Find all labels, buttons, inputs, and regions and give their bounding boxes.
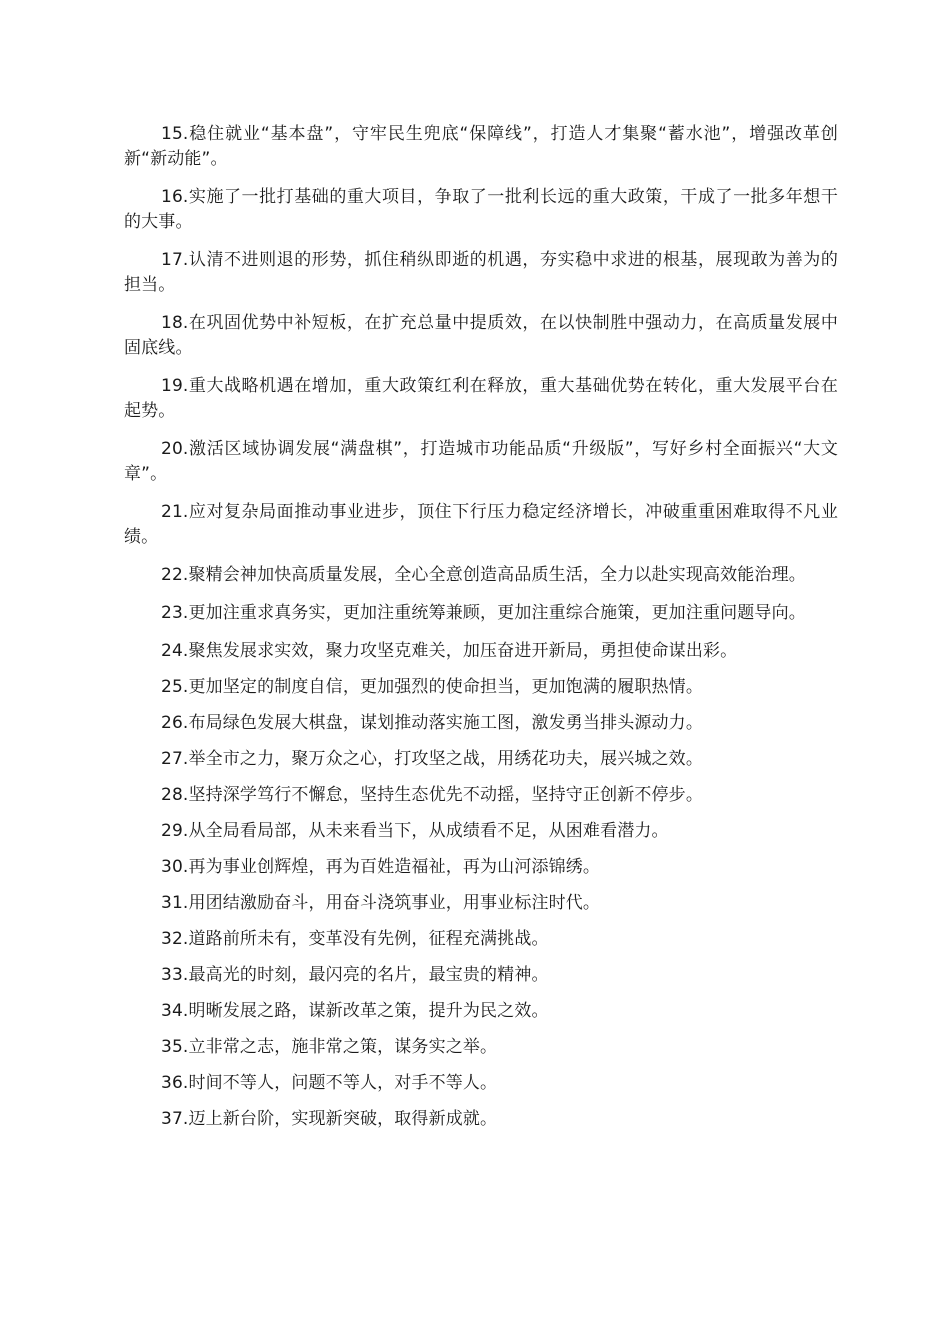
paragraph-31: 31.用团结激励奋斗，用奋斗浇筑事业，用事业标注时代。 <box>161 893 601 913</box>
paragraph-16: 16.实施了一批打基础的重大项目，争取了一批利长远的重大政策，干成了一批多年想干的大事。 <box>124 187 838 232</box>
paragraph-34: 34.明晰发展之路，谋新改革之策，提升为民之效。 <box>161 1001 549 1021</box>
paragraph-20: 20.激活区域协调发展“满盘棋”，打造城市功能品质“升级版”，写好乡村全面振兴“大文章”。 <box>124 439 838 484</box>
paragraph-32: 32.道路前所未有，变革没有先例，征程充满挑战。 <box>161 929 549 949</box>
document-page <box>124 122 838 1143</box>
paragraph-18: 18.在巩固优势中补短板，在扩充总量中提质效，在以快制胜中强动力，在高质量发展中固底线。 <box>124 313 838 358</box>
paragraph-25: 25.更加坚定的制度自信，更加强烈的使命担当，更加饱满的履职热情。 <box>161 677 703 697</box>
paragraph-24: 24.聚焦发展求实效，聚力攻坚克难关，加压奋进开新局，勇担使命谋出彩。 <box>161 641 738 661</box>
paragraph-37: 37.迈上新台阶，实现新突破，取得新成就。 <box>161 1109 498 1129</box>
paragraph-35: 35.立非常之志，施非常之策，谋务实之举。 <box>161 1037 498 1057</box>
paragraph-33: 33.最高光的时刻，最闪亮的名片，最宝贵的精神。 <box>161 965 549 985</box>
paragraph-23: 23.更加注重求真务实，更加注重统筹兼顾，更加注重综合施策，更加注重问题导向。 <box>161 603 806 623</box>
paragraph-22: 22.聚精会神加快高质量发展，全心全意创造高品质生活，全力以赴实现高效能治理。 <box>161 565 806 585</box>
paragraph-27: 27.举全市之力，聚万众之心，打攻坚之战，用绣花功夫，展兴城之效。 <box>161 749 703 769</box>
paragraph-21: 21.应对复杂局面推动事业进步，顶住下行压力稳定经济增长，冲破重重困难取得不凡业绩。 <box>124 502 838 547</box>
paragraph-19: 19.重大战略机遇在增加，重大政策红利在释放，重大基础优势在转化，重大发展平台在起势。 <box>124 376 838 421</box>
paragraph-26: 26.布局绿色发展大棋盘，谋划推动落实施工图，激发勇当排头源动力。 <box>161 713 703 733</box>
paragraph-28: 28.坚持深学笃行不懈怠，坚持生态优先不动摇，坚持守正创新不停步。 <box>161 785 703 805</box>
paragraph-15: 15.稳住就业“基本盘”，守牢民生兜底“保障线”，打造人才集聚“蓄水池”，增强改革创新“新动能”。 <box>124 124 838 169</box>
paragraph-17: 17.认清不进则退的形势，抓住稍纵即逝的机遇，夯实稳中求进的根基，展现敢为善为的担当。 <box>124 250 838 295</box>
paragraph-30: 30.再为事业创辉煌，再为百姓造福祉，再为山河添锦绣。 <box>161 857 601 877</box>
paragraph-36: 36.时间不等人，问题不等人，对手不等人。 <box>161 1073 498 1093</box>
paragraph-29: 29.从全局看局部，从未来看当下，从成绩看不足，从困难看潜力。 <box>161 821 669 841</box>
